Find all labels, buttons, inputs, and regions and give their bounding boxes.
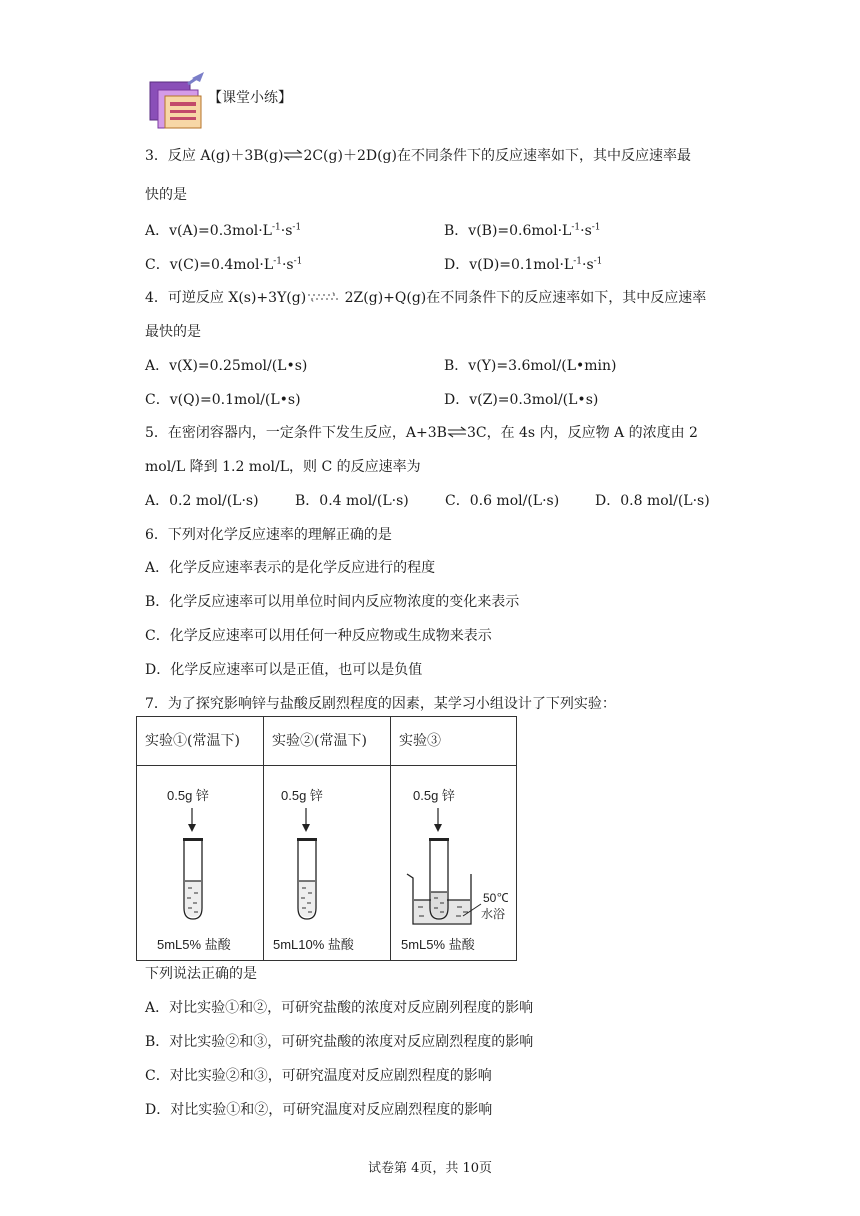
q3-option-d[interactable]: D．$v(D)=0.1mol\cdot L^{-1}\cdot s^{-1}$: [444, 256, 603, 273]
experiment-1-cell: [137, 766, 264, 961]
zinc-label: 0.5g 锌: [281, 788, 323, 803]
water-bath-label: 水浴: [481, 907, 506, 921]
question-3-stem: 3．反应 A(g)＋3B(g) 2C(g)＋2D(g)在不同条件下的反应速率如下，其中反应速率最: [145, 148, 691, 164]
test-tube-diagram: [137, 766, 255, 956]
solution-label: 5mL5% 盐酸: [157, 937, 231, 952]
solution-label: 5mL10% 盐酸: [273, 937, 354, 952]
q6-option-a[interactable]: A．化学反应速率表示的是化学反应进行的程度: [145, 560, 436, 576]
zinc-label: 0.5g 锌: [413, 788, 455, 803]
question-5-stem: 5．在密闭容器内，一定条件下发生反应，A+3B 3C，在 4s 内，反应物 A 的浓度由 2: [145, 425, 698, 441]
q4-option-c[interactable]: C．v(Q)=0.1mol/(L•s): [145, 392, 301, 408]
experiment-table: [136, 716, 517, 961]
table-header-exp3: 实验③: [391, 717, 517, 766]
q5-option-d[interactable]: D．0.8 mol/(L·s): [595, 493, 710, 509]
q5-option-b[interactable]: B．0.4 mol/(L·s): [295, 493, 409, 509]
experiment-2-cell: [264, 766, 391, 961]
q7-option-a[interactable]: A．对比实验①和②，可研究盐酸的浓度对反应剧列程度的影响: [145, 1000, 534, 1016]
q5-option-c[interactable]: C．0.6 mol/(L·s): [445, 493, 560, 509]
reversible-arrow-icon: [306, 291, 340, 303]
q7-option-d[interactable]: D．对比实验①和②，可研究温度对反应剧烈程度的影响: [145, 1102, 493, 1118]
q7-option-c[interactable]: C．对比实验②和③，可研究温度对反应剧烈程度的影响: [145, 1068, 492, 1084]
q3-option-b[interactable]: B．$v(B)=0.6mol\cdot L^{-1}\cdot s^{-1}$: [444, 222, 601, 239]
question-3-stem-line2: 快的是: [145, 187, 187, 203]
reversible-arrow-icon: [447, 426, 467, 438]
water-bath-diagram: [391, 766, 508, 956]
table-header-exp1: 实验①(常温下): [137, 717, 264, 766]
question-4-stem-line2: 最快的是: [145, 324, 201, 340]
q3-option-c[interactable]: C．$v(C)=0.4mol\cdot L^{-1}\cdot s^{-1}$: [145, 256, 303, 273]
question-6-stem: 6．下列对化学反应速率的理解正确的是: [145, 527, 392, 543]
document-stack-icon: [148, 68, 208, 130]
reversible-arrow-icon: [283, 149, 303, 161]
q5-option-a[interactable]: A．0.2 mol/(L·s): [145, 493, 259, 509]
experiment-3-cell: [391, 766, 517, 961]
question-7-stem: 7．为了探究影响锌与盐酸反剧烈程度的因素，某学习小组设计了下列实验：: [145, 696, 616, 712]
zinc-label: 0.5g 锌: [167, 788, 209, 803]
q6-option-c[interactable]: C．化学反应速率可以用任何一种反应物或生成物来表示: [145, 628, 492, 644]
solution-label: 5mL5% 盐酸: [401, 937, 475, 952]
section-title: 【课堂小练】: [208, 90, 292, 106]
question-7-prompt: 下列说法正确的是: [145, 966, 257, 982]
question-4-stem: 4．可逆反应 X(s)+3Y(g) 2Z(g)+Q(g)在不同条件下的反应速率如下，其中反应速率: [145, 290, 707, 306]
question-5-stem-line2: mol/L 降到 1.2 mol/L，则 C 的反应速率为: [145, 459, 421, 475]
q6-option-b[interactable]: B．化学反应速率可以用单位时间内反应物浓度的变化来表示: [145, 594, 520, 610]
q3-option-a[interactable]: A．$v(A)=0.3mol\cdot L^{-1}\cdot s^{-1}$: [145, 222, 302, 239]
bath-temperature-label: 50℃: [483, 891, 508, 905]
q6-option-d[interactable]: D．化学反应速率可以是正值，也可以是负值: [145, 662, 423, 678]
q4-option-a[interactable]: A．v(X)=0.25mol/(L•s): [145, 358, 308, 374]
q7-option-b[interactable]: B．对比实验②和③，可研究盐酸的浓度对反应剧烈程度的影响: [145, 1034, 534, 1050]
q4-option-b[interactable]: B．v(Y)=3.6mol/(L•min): [444, 358, 617, 374]
page-footer: 试卷第 4页，共 10页: [367, 1161, 493, 1176]
q4-option-d[interactable]: D．v(Z)=0.3mol/(L•s): [444, 392, 599, 408]
test-tube-diagram: [264, 766, 382, 956]
table-header-exp2: 实验②(常温下): [264, 717, 391, 766]
